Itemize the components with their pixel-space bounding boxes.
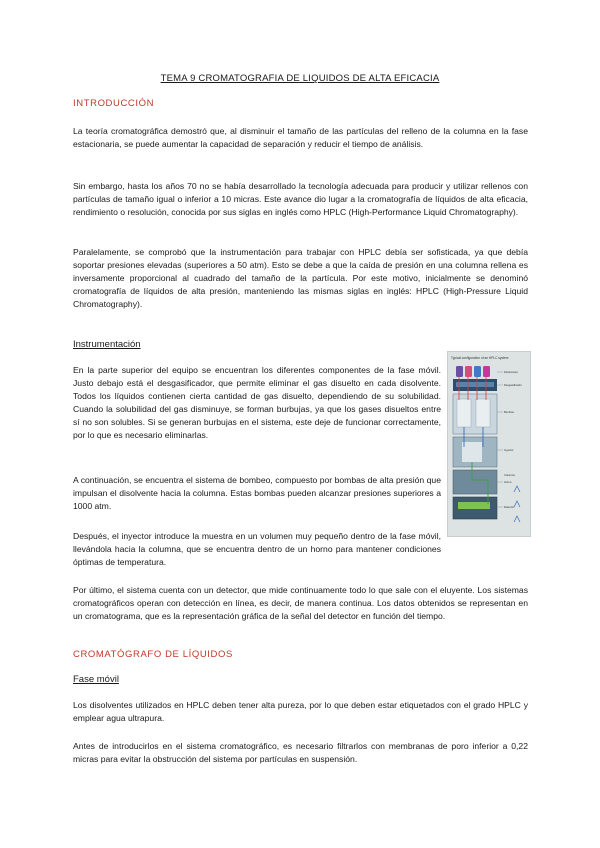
hplc-diagram-figure (447, 351, 531, 537)
degasser-panel (456, 382, 494, 387)
figure-caption: Typical configuration of an HPLC system (451, 356, 509, 360)
bottle-magenta (483, 366, 490, 377)
pump-head-right (476, 399, 490, 427)
subsection-heading-instrumentacion: Instrumentación (73, 339, 141, 350)
instr-paragraph-1: En la parte superior del equipo se encuentran los diferentes componentes de la fase móvil. Justo debajo está el desgasificador, que permite eliminar el gas disuelto en cada disolvente. Todos los líquidos contienen cierta cantidad de gas disuelto, dependiendo de su solubilidad. Cuando la solubilidad del gas disminuye, se forman burbujas, ya que los gases disueltos entre sí no son solubles. Si se generan burbujas en el sistema, este deje de funcionar correctamente, por lo que es necesario eliminarlas. (73, 365, 441, 440)
hplc-diagram (448, 352, 530, 536)
label-bombas: Bombas (504, 411, 514, 414)
intro-paragraph-3: Paralelamente, se comprobó que la instrumentación para trabajar con HPLC debía ser sofisticada, ya que debía soportar presiones elevadas (superiores a 50 atm). Esto se debe a que la caída de presión en una columna rellena es inversamente proporcional al cuadrado del tamaño de la partícula. Por este motivo, inicialmente se denominó cromatografía de líquidos de alta presión, manteniendo las mismas siglas en inglés: HPLC (High-Pressure Liquid Chromatography). (73, 247, 528, 309)
instr-paragraph-2: A continuación, se encuentra el sistema de bombeo, compuesto por bombas de alta presión que impulsan el disolvente hacia la columna. Estas bombas pueden alcanzar presiones superiores a 1000 atm. (73, 475, 441, 511)
instr-paragraph-4: Por último, el sistema cuenta con un detector, que mide continuamente todo lo que sale con el eluyente. Los sistemas cromatográficos operan con detección en línea, es decir, de manera continua. Los datos obtenidos se representan en un cromatograma, que es la representación gráfica de la señal del detector en función del tiempo. (73, 585, 528, 621)
section-heading-intro: INTRODUCCIÓN (73, 98, 155, 109)
label-disolventes: Disolventes (504, 371, 518, 374)
bottle-purple (456, 366, 463, 377)
bottle-pink (465, 366, 472, 377)
fase-paragraph-1: Los disolventes utilizados en HPLC deben tener alta pureza, por lo que deben estar etiquetados con el grado HPLC y emplear agua ultrapura. (73, 700, 528, 723)
intro-paragraph-1: La teoría cromatográfica demostró que, al disminuir el tamaño de las partículas del relleno de la columna en la fase estacionaria, se puede aumentar la capacidad de separación y reducir el tiempo de análisis. (73, 126, 528, 149)
label-inyector: Inyector (504, 449, 514, 452)
fase-paragraph-2: Antes de introducirlos en el sistema cromatográfico, es necesario filtrarlos con membranas de poro inferior a 0,22 micras para evitar la obstrucción del sistema por partículas en suspensión. (73, 741, 528, 764)
subsection-heading-fase-movil: Fase móvil (73, 674, 119, 685)
pump-head-left (457, 399, 471, 427)
section-heading-cromatografo: CROMATÓGRAFO DE LÍQUIDOS (73, 649, 233, 660)
label-desgasificador: Desgasificador (504, 384, 522, 387)
intro-paragraph-2: Sin embargo, hasta los años 70 no se había desarrollado la tecnología adecuada para producir y utilizar rellenos con partículas de tamaño igual o inferior a 10 micras. Este avance dio lugar a la cromatografía de líquidos de alta eficacia, rendimiento o resolución, conocida por sus siglas en inglés como HPLC (High-Performance Liquid Chromatography). (73, 181, 528, 217)
label-columna: Columna (504, 474, 515, 477)
label-horno: Horno (504, 481, 512, 484)
oven-module (453, 470, 497, 494)
label-detector: Detector (504, 506, 515, 509)
bottle-blue (474, 366, 481, 377)
detector-flowcell (458, 502, 490, 509)
injector-panel (462, 442, 482, 462)
page-title: TEMA 9 CROMATOGRAFIA DE LIQUIDOS DE ALTA EFICACIA (160, 73, 440, 84)
instr-paragraph-3: Después, el inyector introduce la muestra en un volumen muy pequeño dentro de la fase móvil, llevándola hacia la columna, que se encuentra dentro de un horno para mantener condiciones óptimas de temperatura. (73, 531, 441, 567)
